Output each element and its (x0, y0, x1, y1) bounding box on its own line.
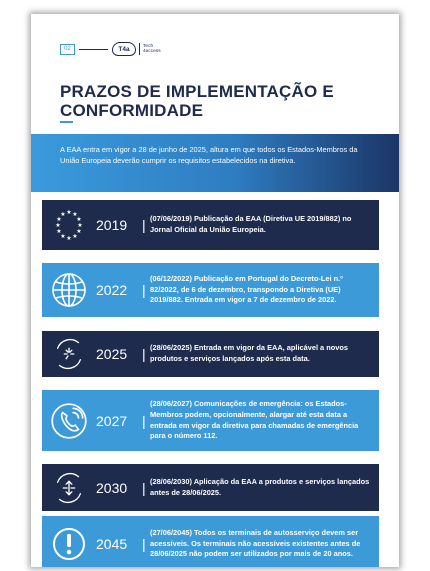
svg-text:★: ★ (66, 235, 72, 242)
svg-text:★: ★ (66, 209, 72, 216)
year-divider: | (142, 282, 146, 298)
page-title: PRAZOS DE IMPLEMENTAÇÃO E CONFORMIDADE (60, 82, 334, 120)
svg-text:★: ★ (55, 222, 61, 229)
logo-separator (139, 43, 140, 55)
svg-text:★: ★ (72, 233, 78, 240)
year-divider: | (142, 217, 146, 233)
header-rule (79, 49, 108, 50)
year-divider: | (142, 346, 146, 362)
timeline-year: 2019 (96, 217, 128, 233)
svg-text:★: ★ (60, 233, 66, 240)
timeline-year: 2022 (96, 282, 128, 298)
start-burst-icon (42, 331, 96, 377)
svg-text:★: ★ (76, 228, 82, 235)
timeline-text: (28/06/2027) Comunicações de emergência: os Estados-Membros podem, opcionalmente, alargar até esta data a entrada em vigor da diretiva para chamadas de emergência para o número 112. (150, 399, 359, 441)
eu-stars-icon (42, 200, 96, 250)
timeline-year: 2045 (96, 536, 128, 552)
year-divider: | (142, 412, 146, 429)
timeline-text: (28/06/2030) Aplicação da EAA a produtos e serviços lançados antes de 28/06/2025. (150, 476, 370, 497)
timeline-row-2030 (42, 464, 379, 511)
timeline-text: (06/12/2022) Publicação em Portugal do Decreto-Lei n.º 82/2022, de 6 de dezembro, transpondo a Diretiva (UE) 2019/882. Entrada em vigor a 7 de dezembro de 2022. (150, 274, 343, 305)
intro-text: A EAA entra em vigor a 28 de junho de 2025, altura em que todos os Estados-Membros da União Europeia deverão cumprir os requisitos estabelecidos na diretiva. (60, 145, 358, 165)
phone-icon (42, 390, 96, 451)
page-header (60, 38, 161, 60)
timeline-text: (28/06/2025) Entrada em vigor da EAA, aplicável a novos produtos e serviços lançados após esta data. (150, 343, 348, 363)
timeline-year: 2027 (96, 412, 128, 429)
year-divider: | (142, 479, 146, 496)
intro-banner (31, 134, 399, 192)
timeline-year: 2030 (96, 479, 128, 496)
timeline-row-2019 (42, 200, 379, 250)
exclamation-icon (42, 516, 96, 567)
title-underline (60, 121, 73, 123)
svg-text:★: ★ (56, 216, 62, 223)
logo-text (143, 44, 161, 54)
svg-text:★: ★ (72, 211, 78, 218)
timeline-year: 2025 (96, 346, 128, 362)
timeline-row-2027 (42, 390, 379, 451)
svg-text:★: ★ (76, 216, 82, 223)
timeline-row-2025 (42, 331, 379, 377)
arrows-burst-icon (42, 464, 96, 511)
timeline-text: (27/06/2045) Todos os terminais de autosserviço devem ser acessíveis. Os terminais não acessíveis existentes antes de 28/06/2025 não podem ser utilizados por mais de 20 anos. (150, 528, 361, 559)
timeline-row-2045 (42, 516, 379, 567)
logo-text-line2: 4access (143, 49, 161, 54)
timeline-text: (07/06/2019) Publicação da EAA (Diretiva UE 2019/882) no Jornal Oficial da União Europeia. (150, 214, 352, 234)
svg-text:★: ★ (77, 222, 83, 229)
svg-text:★: ★ (56, 228, 62, 235)
globe-icon (42, 263, 96, 317)
logo-text-line1: Tech (143, 43, 154, 49)
tech4access-logo (112, 42, 161, 56)
logo-mark: T4a (112, 42, 136, 56)
document-page (31, 14, 399, 567)
timeline-row-2022 (42, 263, 379, 317)
page-number: 02 (60, 44, 75, 55)
year-divider: | (142, 536, 146, 552)
svg-text:★: ★ (60, 211, 66, 218)
